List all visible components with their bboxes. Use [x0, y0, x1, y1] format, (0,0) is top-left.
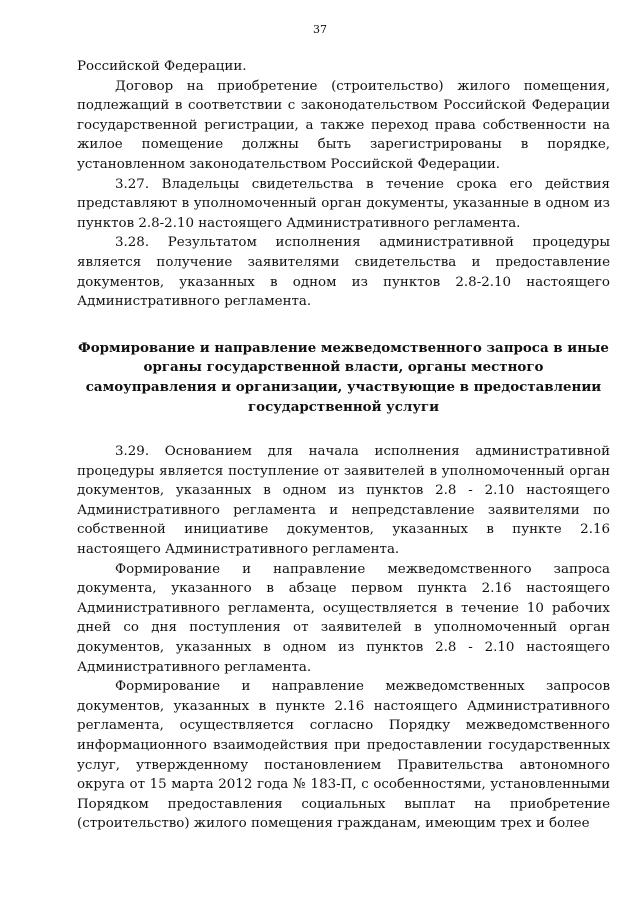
paragraph: Формирование и направление межведомственного запроса документа, указанного в абзаце первом пункта 2.16 настоящего Административного регламента, осуществляется в течение 10 рабочих дней со дня поступления от заявителей в уполномоченный орган документов, указанных в одном из пунктов 2.8 - 2.10 настоящего Административного регламента. — [77, 561, 610, 675]
document-body — [77, 57, 610, 834]
paragraph: Формирование и направление межведомственных запросов документов, указанных в пункте 2.16 настоящего Административного регламента, осуществляется согласно Порядку межведомственного информационного взаимодействия при предоставлении государственных услуг, утвержденному постановлением Правительства автономного округа от 15 марта 2012 года № 183-П, с особенностями, установленными Порядком предоставления социальных выплат на приобретение (строительство) жилого помещения гражданам, имеющим трех и более — [77, 679, 610, 832]
section-heading: Формирование и направление межведомственного запроса в иные органы государственной власти, органы местного самоуправления и организации, участвующие в предоставлении государственной услуги — [78, 339, 609, 415]
paragraph: Договор на приобретение (строительство) жилого помещения, подлежащий в соответствии с законодательством Российской Федерации государственной регистрации, а также переход права собственности на жилое помещение должны быть зарегистрированы в порядке, установленном законодательством Российской Федерации. — [77, 78, 610, 172]
page-number: 37 — [313, 23, 327, 36]
paragraph: Российской Федерации. — [77, 59, 247, 74]
paragraph: 3.29. Основанием для начала исполнения административной процедуры является поступление от заявителей в уполномоченный орган документов, указанных в одном из пунктов 2.8 - 2.10 настоящего Административного регламента и непредставление заявителями по собственной инициативе документов, указанных в пункте 2.16 настоящего Административного регламента. — [77, 444, 610, 558]
paragraph: 3.28. Результатом исполнения административной процедуры является получение заявителями свидетельства и предоставление документов, указанных в одном из пунктов 2.8-2.10 настоящего Административного регламента. — [77, 235, 610, 310]
paragraph: 3.27. Владельцы свидетельства в течение срока его действия представляют в уполномоченный орган документы, указанные в одном из пунктов 2.8-2.10 настоящего Административного регламента. — [77, 176, 610, 231]
